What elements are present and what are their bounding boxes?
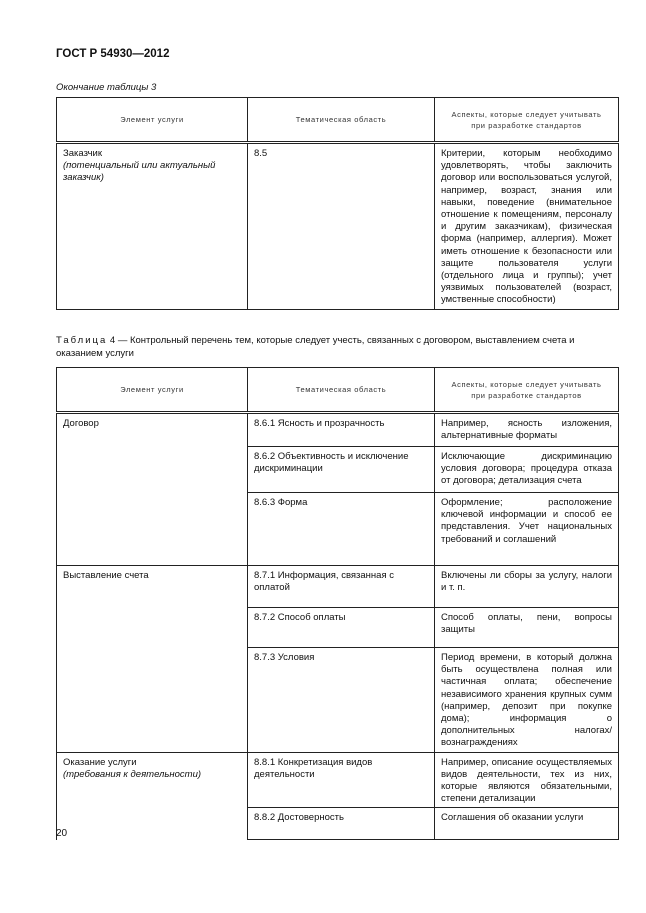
area-cell: 8.8.2 Достоверность: [248, 808, 435, 840]
table4-caption: [56, 334, 596, 360]
area-cell: 8.6.2 Объективность и исключение дискриминации: [248, 447, 435, 493]
table-4: [56, 367, 619, 840]
column-header: Элемент услуги: [57, 368, 248, 413]
area-cell: 8.6.1 Ясность и прозрачность: [248, 413, 435, 447]
aspects-cell: Исключающие дискриминацию условия договора; процедура отказа от договора; детализация счета: [435, 447, 619, 493]
table-row: [57, 752, 619, 808]
element-cell: Выставление счета: [57, 566, 248, 753]
element-cell: Договор: [57, 413, 248, 566]
column-header: Аспекты, которые следует учитывать при разработке стандартов: [435, 368, 619, 413]
area-cell: 8.7.2 Способ оплаты: [248, 608, 435, 648]
area-cell: 8.7.3 Условия: [248, 648, 435, 753]
element-note: (требования к деятельности): [63, 768, 202, 780]
aspects-cell: Оформление; расположение ключевой информации и способ ее представления. Учет национальных требований и соглашений: [435, 493, 619, 566]
aspects-cell: Период времени, в который должна быть осуществлена полная или частичная оплата; обеспечение независимого хранения крупных сумм (например, депозит при покупке дома); информация о дополнительных налогах/вознаграждениях: [435, 648, 619, 753]
table3-caption: Окончание таблицы 3: [56, 82, 157, 93]
aspects-cell: Критерии, которым необходимо удовлетворять, чтобы заключить договор или воспользоваться услугой, например, возраст, знания или навыки, поведение (внимательное отношение к помещениям, персоналу и другим заказчикам), физическая форма (например, аллергия). Может иметь отношение к безопасности или защите пользователя услуги (отдельного лица и группы); учет уязвимых пользователей (возраст, умственные способности): [435, 143, 619, 310]
element-cell: [57, 752, 248, 840]
area-cell: 8.5: [248, 143, 435, 310]
column-header: Аспекты, которые следует учитывать при разработке стандартов: [435, 98, 619, 143]
element-label: Оказание услуги: [63, 756, 137, 768]
table-row: [57, 413, 619, 447]
aspects-cell: Например, ясность изложения, альтернативные форматы: [435, 413, 619, 447]
aspects-cell: Включены ли сборы за услугу, налоги и т. п.: [435, 566, 619, 608]
element-note: (потенциальный или актуальный заказчик): [63, 160, 216, 184]
element-label: Заказчик: [63, 148, 103, 159]
area-cell: 8.7.1 Информация, связанная с оплатой: [248, 566, 435, 608]
table4-caption-prefix: Таблица: [56, 335, 108, 346]
document-header: ГОСТ Р 54930—2012: [56, 48, 170, 60]
column-header: Тематическая область: [248, 98, 435, 143]
column-header: Элемент услуги: [57, 98, 248, 143]
column-header: Тематическая область: [248, 368, 435, 413]
page-number: 20: [56, 828, 68, 839]
aspects-cell: Например, описание осуществляемых видов деятельности, тех из них, которые являются обязательными, степени детализации: [435, 752, 619, 808]
area-cell: 8.6.3 Форма: [248, 493, 435, 566]
area-cell: 8.8.1 Конкретизация видов деятельности: [248, 752, 435, 808]
aspects-cell: Способ оплаты, пени, вопросы защиты: [435, 608, 619, 648]
aspects-cell: Соглашения об оказании услуги: [435, 808, 619, 840]
table-row: [57, 143, 619, 310]
element-cell: [57, 143, 248, 310]
table-3: [56, 97, 619, 310]
table-row: [57, 566, 619, 608]
table4-caption-text: 4 — Контрольный перечень тем, которые следует учесть, связанных с договором, выставлением счета и оказанием услуги: [56, 335, 575, 359]
